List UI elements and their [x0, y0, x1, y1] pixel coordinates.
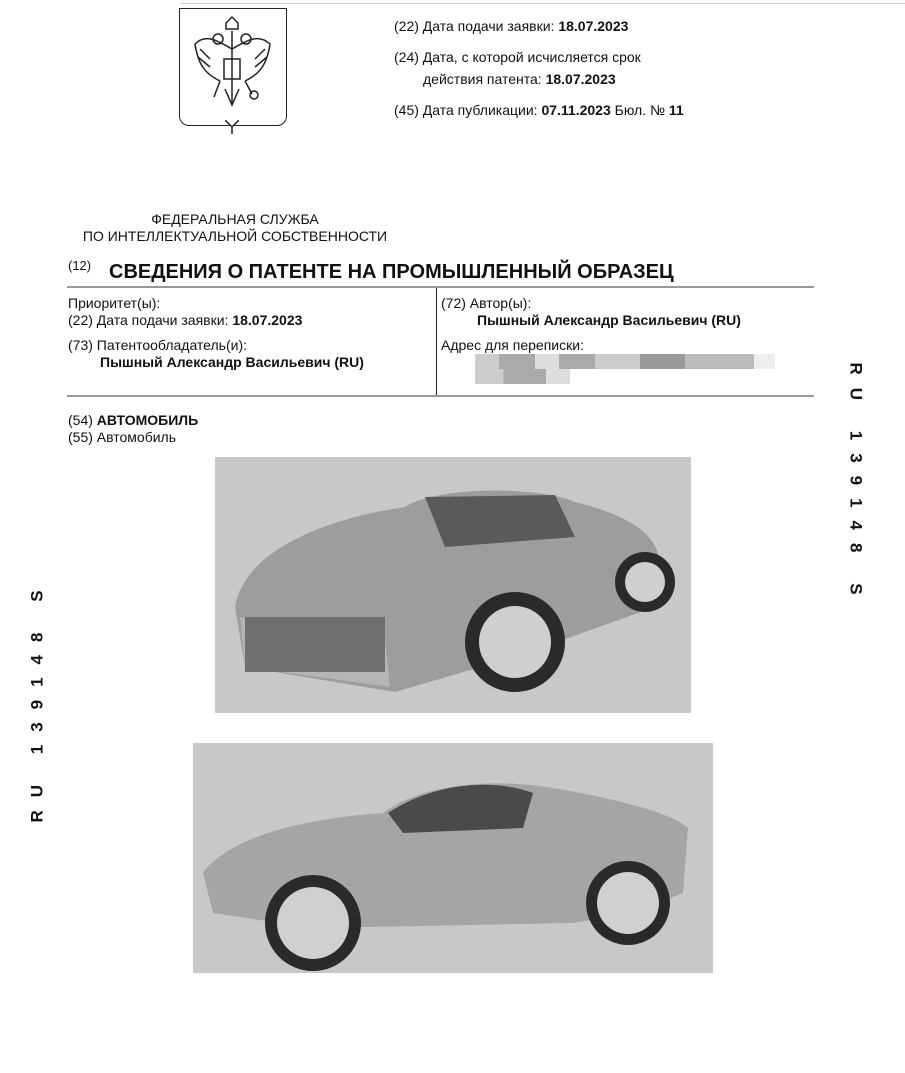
divider	[67, 286, 814, 288]
priority-label: Приоритет(ы):	[68, 295, 161, 311]
label: (55)	[68, 429, 93, 445]
value: АВТОМОБИЛЬ	[96, 412, 199, 428]
address-redacted	[475, 369, 570, 384]
double-headed-eagle-icon	[180, 9, 285, 124]
agency-line: ФЕДЕРАЛЬНАЯ СЛУЖБА	[151, 211, 319, 227]
side-number-left: RU 139148 S	[27, 577, 47, 823]
priority-filing-date	[68, 312, 302, 328]
agency-name	[80, 211, 390, 245]
value: 18.07.2023	[232, 312, 303, 328]
page-title: СВЕДЕНИЯ О ПАТЕНТЕ НА ПРОМЫШЛЕННЫЙ ОБРАЗЕЦ	[109, 261, 674, 283]
car-front-view-image	[215, 457, 691, 713]
value: 11	[668, 102, 684, 118]
label: (22) Дата подачи заявки:	[394, 18, 555, 34]
header-term-label: (24) Дата, с которой исчисляется срок	[394, 49, 641, 65]
russian-coat-of-arms-emblem	[179, 8, 287, 126]
label: Бюл. №	[614, 102, 665, 118]
value: 07.11.2023	[541, 102, 611, 118]
holder-name: Пышный Александр Васильевич (RU)	[100, 354, 364, 370]
label: (22) Дата подачи заявки:	[68, 312, 229, 328]
divider	[67, 395, 814, 397]
header-filing-date	[394, 18, 628, 34]
label: действия патента:	[423, 71, 542, 87]
top-divider	[180, 3, 905, 4]
label: (54)	[68, 412, 93, 428]
value: Автомобиль	[96, 429, 177, 445]
side-number-right: RU 139148 S	[846, 362, 866, 608]
author-label: (72) Автор(ы):	[441, 295, 532, 311]
design-name	[68, 412, 198, 428]
author-name: Пышный Александр Васильевич (RU)	[477, 312, 741, 328]
header-term-date	[423, 71, 616, 87]
column-divider	[436, 288, 437, 395]
header-publication	[394, 102, 684, 118]
address-redacted	[475, 354, 775, 369]
title-code: (12)	[68, 258, 92, 273]
design-desc	[68, 429, 176, 445]
emblem-tip	[225, 120, 239, 134]
agency-line: ПО ИНТЕЛЛЕКТУАЛЬНОЙ СОБСТВЕННОСТИ	[82, 228, 388, 244]
label: (45) Дата публикации:	[394, 102, 538, 118]
address-label: Адрес для переписки:	[441, 337, 584, 353]
holder-label: (73) Патентообладатель(и):	[68, 337, 247, 353]
value: 18.07.2023	[558, 18, 629, 34]
value: 18.07.2023	[545, 71, 616, 87]
car-side-view-image	[193, 743, 713, 973]
car-side-illustration	[193, 743, 713, 973]
car-front-illustration	[215, 457, 691, 713]
